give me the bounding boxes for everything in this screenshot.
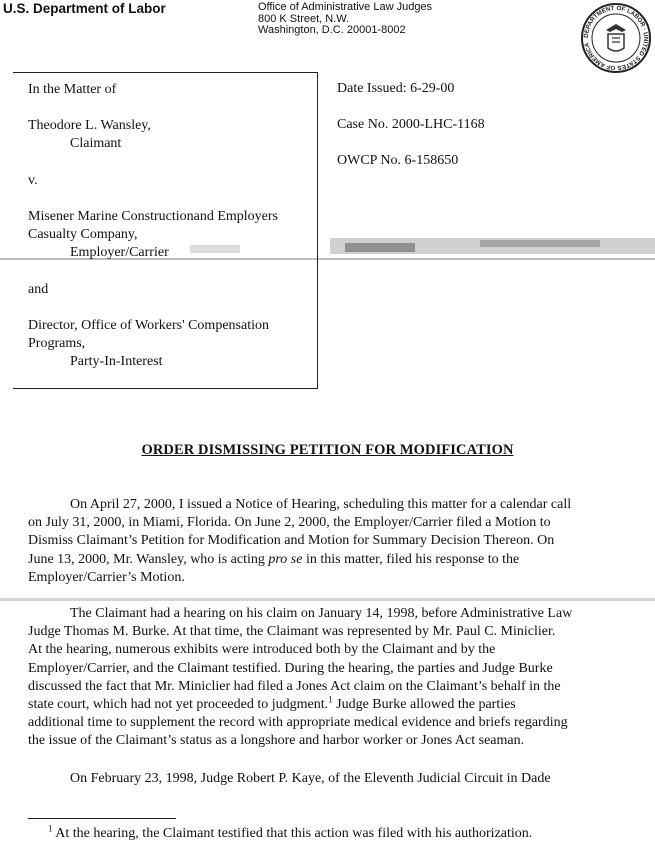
claimant-name: Theodore L. Wansley, bbox=[28, 118, 151, 133]
paragraph-line: additional time to supplement the record with appropriate medical evidence and briefs regarding bbox=[28, 715, 568, 731]
text-run: state court, which had not yet proceeded to judgment. bbox=[28, 697, 329, 713]
employer-line-2: Casualty Company, bbox=[28, 227, 138, 242]
footnote-reference: 1 bbox=[328, 694, 333, 705]
paragraph-line: discussed the fact that Mr. Miniclier had filed a Jones Act claim on the Claimant’s behalf in the bbox=[28, 678, 561, 694]
text-run: Judge Burke allowed the parties bbox=[332, 697, 516, 713]
scan-smudge bbox=[0, 598, 655, 601]
text-run: in this matter, filed his response to the bbox=[302, 551, 520, 567]
paragraph-2 bbox=[28, 605, 638, 751]
order-title: ORDER DISMISSING PETITION FOR MODIFICATION bbox=[141, 442, 514, 458]
date-issued: Date Issued: 6-29-00 bbox=[337, 81, 455, 96]
footnote-separator bbox=[28, 818, 176, 819]
paragraph-line: Dismiss Claimant’s Petition for Modification and Motion for Summary Decision Thereon. On bbox=[28, 533, 555, 549]
paragraph-line: Employer/Carrier’s Motion. bbox=[28, 569, 185, 585]
paragraph-line: On April 27, 2000, I issued a Notice of Hearing, scheduling this matter for a calendar call bbox=[70, 497, 572, 512]
paragraph-line: Judge Thomas M. Burke. At that time, the Claimant was represented by Mr. Paul C. Miniclier. bbox=[28, 624, 556, 640]
paragraph-line: The Claimant had a hearing on his claim on January 14, 1998, before Administrative Law bbox=[70, 606, 573, 621]
paragraph-line: On February 23, 1998, Judge Robert P. Kaye, of the Eleventh Judicial Circuit in Dade bbox=[70, 771, 551, 786]
in-matter-of: In the Matter of bbox=[28, 82, 117, 97]
paragraph-line: on July 31, 2000, in Miami, Florida. On June 2, 2000, the Employer/Carrier filed a Motion to bbox=[28, 515, 551, 531]
footnote-text: At the hearing, the Claimant testified that this action was filed with his authorization. bbox=[52, 826, 533, 841]
director-line-1: Director, Office of Workers' Compensation bbox=[28, 318, 269, 333]
footnote bbox=[48, 823, 533, 842]
paragraph-line bbox=[28, 696, 638, 714]
case-number: Case No. 2000-LHC-1168 bbox=[337, 117, 485, 132]
department-name: U.S. Department of Labor bbox=[3, 1, 166, 16]
scan-smudge bbox=[345, 243, 415, 252]
owcp-number: OWCP No. 6-158650 bbox=[337, 153, 459, 168]
scan-smudge bbox=[480, 240, 600, 247]
director-role: Party-In-Interest bbox=[70, 354, 163, 369]
claimant-role: Claimant bbox=[70, 136, 122, 151]
text-run: June 13, 2000, Mr. Wansley, who is acting bbox=[28, 551, 269, 567]
employer-line-1: Misener Marine Constructionand Employers bbox=[28, 209, 279, 224]
paragraph-line: Employer/Carrier, and the Claimant testified. During the hearing, the parties and Judge Burke bbox=[28, 660, 553, 676]
paragraph-line: At the hearing, numerous exhibits were introduced both by the Claimant and by the bbox=[28, 642, 496, 658]
office-city: Washington, D.C. 20001-8002 bbox=[258, 24, 406, 36]
pro-se-italic: pro se bbox=[268, 551, 303, 567]
department-seal-icon bbox=[580, 2, 652, 74]
office-address bbox=[258, 2, 432, 37]
office-street: 800 K Street, N.W. bbox=[258, 12, 350, 25]
and-conjunction: and bbox=[28, 282, 49, 297]
svg-text:DEPARTMENT OF LABOR · UNITED S: DEPARTMENT OF LABOR · UNITED STATES OF AMERICA bbox=[582, 4, 650, 72]
paragraph-1 bbox=[28, 496, 638, 587]
paragraph-line: the issue of the Claimant’s status as a longshore and harbor worker or Jones Act seaman. bbox=[28, 733, 525, 749]
versus: v. bbox=[28, 173, 38, 188]
paragraph-3 bbox=[28, 770, 638, 788]
footnote-number: 1 bbox=[48, 823, 53, 834]
employer-role: Employer/Carrier bbox=[70, 245, 169, 260]
office-name: Office of Administrative Law Judges bbox=[258, 1, 433, 13]
director-line-2: Programs, bbox=[28, 336, 86, 351]
paragraph-line bbox=[28, 551, 638, 569]
